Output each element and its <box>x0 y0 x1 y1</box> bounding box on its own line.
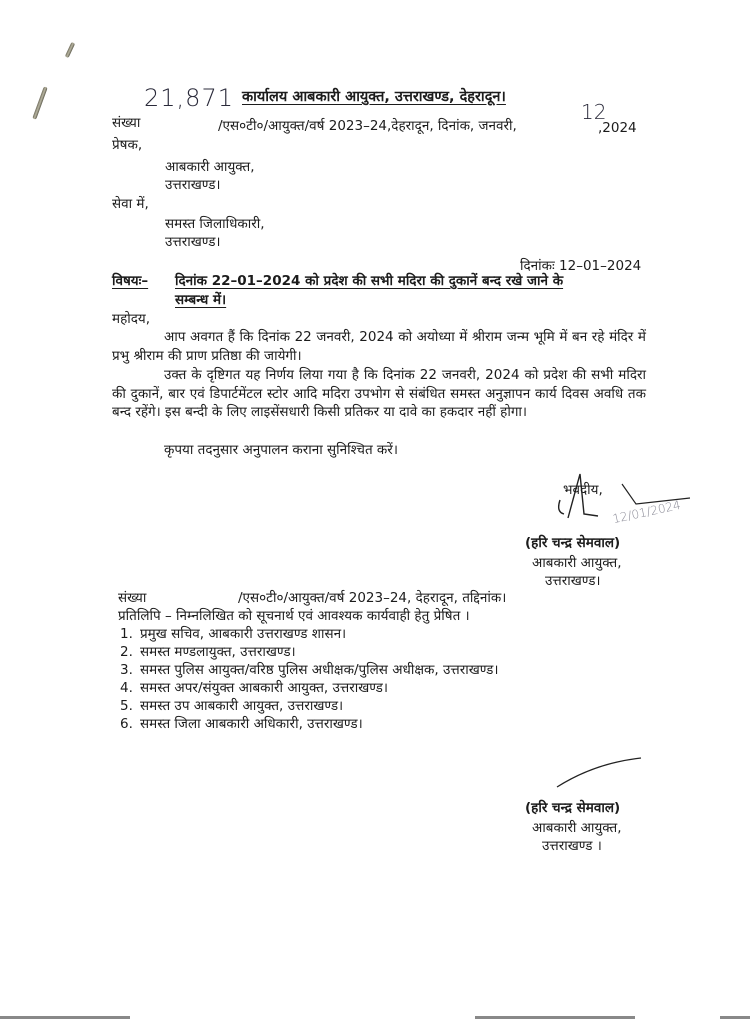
list-text: समस्त पुलिस आयुक्त/वरिष्ठ पुलिस अधीक्षक/पुलिस अधीक्षक, उत्तराखण्ड। <box>140 662 499 678</box>
office-heading: कार्यालय आबकारी आयुक्त, उत्तराखण्ड, देहरादून। <box>242 89 506 105</box>
copy-intro: प्रतिलिपि – निम्नलिखित को सूचनार्थ एवं आवश्यक कार्यवाही हेतु प्रेषित । <box>118 608 470 624</box>
list-number: 6. <box>120 716 133 732</box>
handwritten-sign-date: 12/01/2024 <box>611 497 682 527</box>
signatory-state: उत्तराखण्ड। <box>545 573 601 589</box>
staple-mark <box>32 86 47 119</box>
subject-line-2: सम्बन्ध में। <box>175 292 227 308</box>
ref-label: संख्या <box>112 115 141 131</box>
ref-year: ,2024 <box>598 120 637 136</box>
signatory2-name: (हरि चन्द्र सेमवाल) <box>525 800 621 816</box>
paragraph-text: उक्त के दृष्टिगत यह निर्णय लिया गया है कि दिनांक 22 जनवरी, 2024 को प्रदेश की सभी मदिरा की दुकानें, बार एवं डिपार्टमेंटल स्टोर आदि मदिरा उपभोग से संबंधित समस्त अनुज्ञापन कार्य दिवस अवधि तक बन्द रहेंगे। इस बन्दी के लिए लाइसेंसधारी किसी प्रतिकर या दावे का हकदार नहीं होगा। <box>112 367 646 421</box>
sender-line: उत्तराखण्ड। <box>165 177 221 193</box>
recipient-line: समस्त जिलाधिकारी, <box>165 216 265 232</box>
copy-ref-line: /एस०टी०/आयुक्त/वर्ष 2023–24, देहरादून, तद्दिनांक। <box>238 590 507 606</box>
recipient-label: सेवा में, <box>112 196 149 212</box>
closing: भवदीय, <box>563 482 603 498</box>
signatory2-state: उत्तराखण्ड । <box>542 838 602 854</box>
copy-ref-label: संख्या <box>118 590 147 606</box>
body-paragraph-1 <box>112 328 646 365</box>
list-number: 3. <box>120 662 133 678</box>
sender-label: प्रेषक, <box>112 137 143 153</box>
list-number: 4. <box>120 680 133 696</box>
subject-line-1: दिनांक 22–01–2024 को प्रदेश की सभी मदिरा की दुकानें बन्द रखे जाने के <box>175 273 564 289</box>
copy-list-item <box>120 626 346 643</box>
sender-line: आबकारी आयुक्त, <box>165 159 255 175</box>
signatory-designation: आबकारी आयुक्त, <box>532 555 622 571</box>
recipient-line: उत्तराखण्ड। <box>165 234 221 250</box>
date-line: दिनांकः 12–01–2024 <box>520 258 642 274</box>
salutation: महोदय, <box>112 311 151 327</box>
signatory2-designation: आबकारी आयुक्त, <box>532 820 622 836</box>
list-text: प्रमुख सचिव, आबकारी उत्तराखण्ड शासन। <box>140 626 347 642</box>
ref-day-handwritten: 12 <box>581 100 607 124</box>
paragraph-text: कृपया तदनुसार अनुपालन कराना सुनिश्चित करें। <box>164 442 398 458</box>
paragraph-text: आप अवगत हैं कि दिनांक 22 जनवरी, 2024 को अयोध्या में श्रीराम जन्म भूमि में बन रहे मंदिर में प्रभु श्रीराम की प्राण प्रतिष्ठा की जायेगी। <box>112 329 646 364</box>
list-text: समस्त उप आबकारी आयुक्त, उत्तराखण्ड। <box>140 698 344 714</box>
copy-list-item <box>120 680 388 697</box>
subject-label: विषयः– <box>112 273 149 289</box>
signature-stroke <box>555 755 645 790</box>
copy-list-item <box>120 644 296 661</box>
staple-mark <box>65 42 75 58</box>
list-number: 1. <box>120 626 133 642</box>
handwritten-number: 21,871 <box>144 84 234 112</box>
list-text: समस्त अपर/संयुक्त आबकारी आयुक्त, उत्तराखण्ड। <box>140 680 389 696</box>
ref-line: /एस०टी०/आयुक्त/वर्ष 2023–24,देहरादून, दिनांक, जनवरी, <box>218 118 517 134</box>
copy-list-item <box>120 716 363 733</box>
list-text: समस्त मण्डलायुक्त, उत्तराखण्ड। <box>140 644 296 660</box>
body-paragraph-3 <box>112 441 646 460</box>
list-text: समस्त जिला आबकारी अधिकारी, उत्तराखण्ड। <box>140 716 363 732</box>
list-number: 2. <box>120 644 133 660</box>
list-number: 5. <box>120 698 133 714</box>
body-paragraph-2 <box>112 366 646 422</box>
signatory-name: (हरि चन्द्र सेमवाल) <box>525 535 621 551</box>
copy-list-item <box>120 662 499 679</box>
copy-list-item <box>120 698 343 715</box>
